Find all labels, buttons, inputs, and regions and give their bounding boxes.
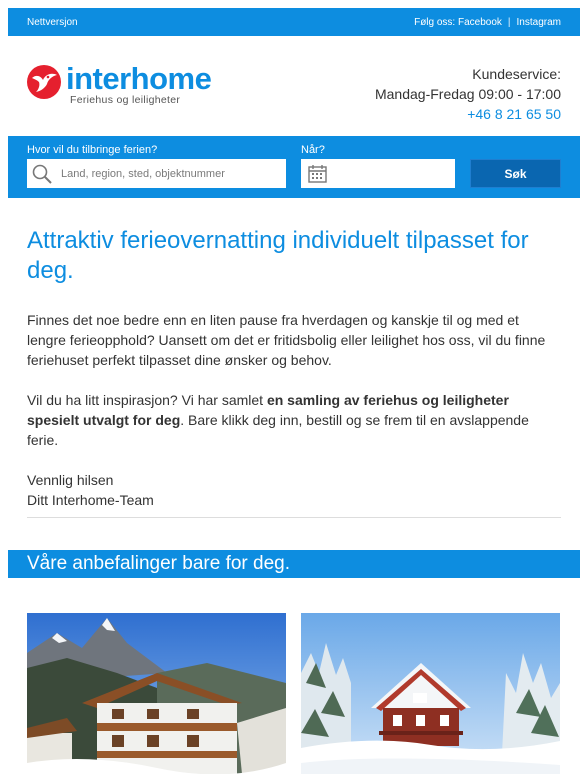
search-bar <box>8 136 580 198</box>
logo-tagline: Feriehus og leiligheter <box>70 94 181 106</box>
destination-input[interactable] <box>27 159 286 188</box>
customer-service <box>375 64 561 124</box>
inspiration-paragraph: Vil du ha litt inspirasjon? Vi har samlet en samling av feriehus og leiligheter spesielt utvalgt for deg. Bare klikk deg inn, bestill og se frem til en avslappende ferie. <box>27 392 529 448</box>
main-content <box>27 226 557 510</box>
when-label: Når? <box>301 144 325 156</box>
search-icon <box>31 163 53 185</box>
date-input[interactable] <box>301 159 455 188</box>
follow-prefix: Følg oss: Facebook <box>414 16 502 28</box>
link-separator: | <box>507 16 511 28</box>
top-bar <box>8 8 580 36</box>
facebook-link[interactable]: Facebook <box>458 16 502 28</box>
bird-logo-icon <box>26 64 62 100</box>
page-headline: Attraktiv ferieovernatting individuelt tilpasset for deg. <box>27 227 529 284</box>
recommendations-title: Våre anbefalinger bare for deg. <box>27 553 291 574</box>
intro-paragraph: Finnes det noe bedre enn en liten pause fra hverdagen og kanskje til og med et lengre ferieopphold? Uansett om det er fritidsbolig eller leilighet hos oss, vil du finne feriehuset perfekt tilpasset dine ønsker og behov. <box>27 312 546 368</box>
customer-service-label: Kundeservice: <box>472 66 561 82</box>
inspiration-highlight[interactable]: en samling av feriehus og leiligheter spesielt utvalgt for deg <box>27 392 509 428</box>
recommendation-card-1[interactable] <box>27 613 286 774</box>
recommendation-card-2[interactable] <box>301 613 560 774</box>
customer-service-hours: Mandag-Fredag 09:00 - 17:00 <box>374 86 561 102</box>
search-button[interactable]: Søk <box>470 159 561 188</box>
logo-wordmark: interhome <box>66 61 212 96</box>
logo-text <box>66 62 211 106</box>
interhome-logo[interactable] <box>26 61 212 106</box>
signature: Ditt Interhome-Team <box>27 492 154 508</box>
instagram-link[interactable]: Instagram <box>516 16 561 28</box>
chalet-photo <box>27 613 286 774</box>
social-links <box>414 17 561 28</box>
divider <box>27 517 561 518</box>
header <box>8 36 580 136</box>
signoff <box>27 470 557 510</box>
where-label: Hvor vil du tilbringe ferien? <box>27 144 158 156</box>
destination-placeholder: Land, region, sted, objektnummer <box>61 167 225 180</box>
web-version-link[interactable]: Nettversjon <box>27 16 78 28</box>
cabin-photo <box>301 613 560 774</box>
phone-link[interactable]: +46 8 21 65 50 <box>467 106 561 122</box>
greeting: Vennlig hilsen <box>27 472 114 488</box>
recommendations-header <box>8 550 580 578</box>
calendar-icon <box>307 163 329 185</box>
